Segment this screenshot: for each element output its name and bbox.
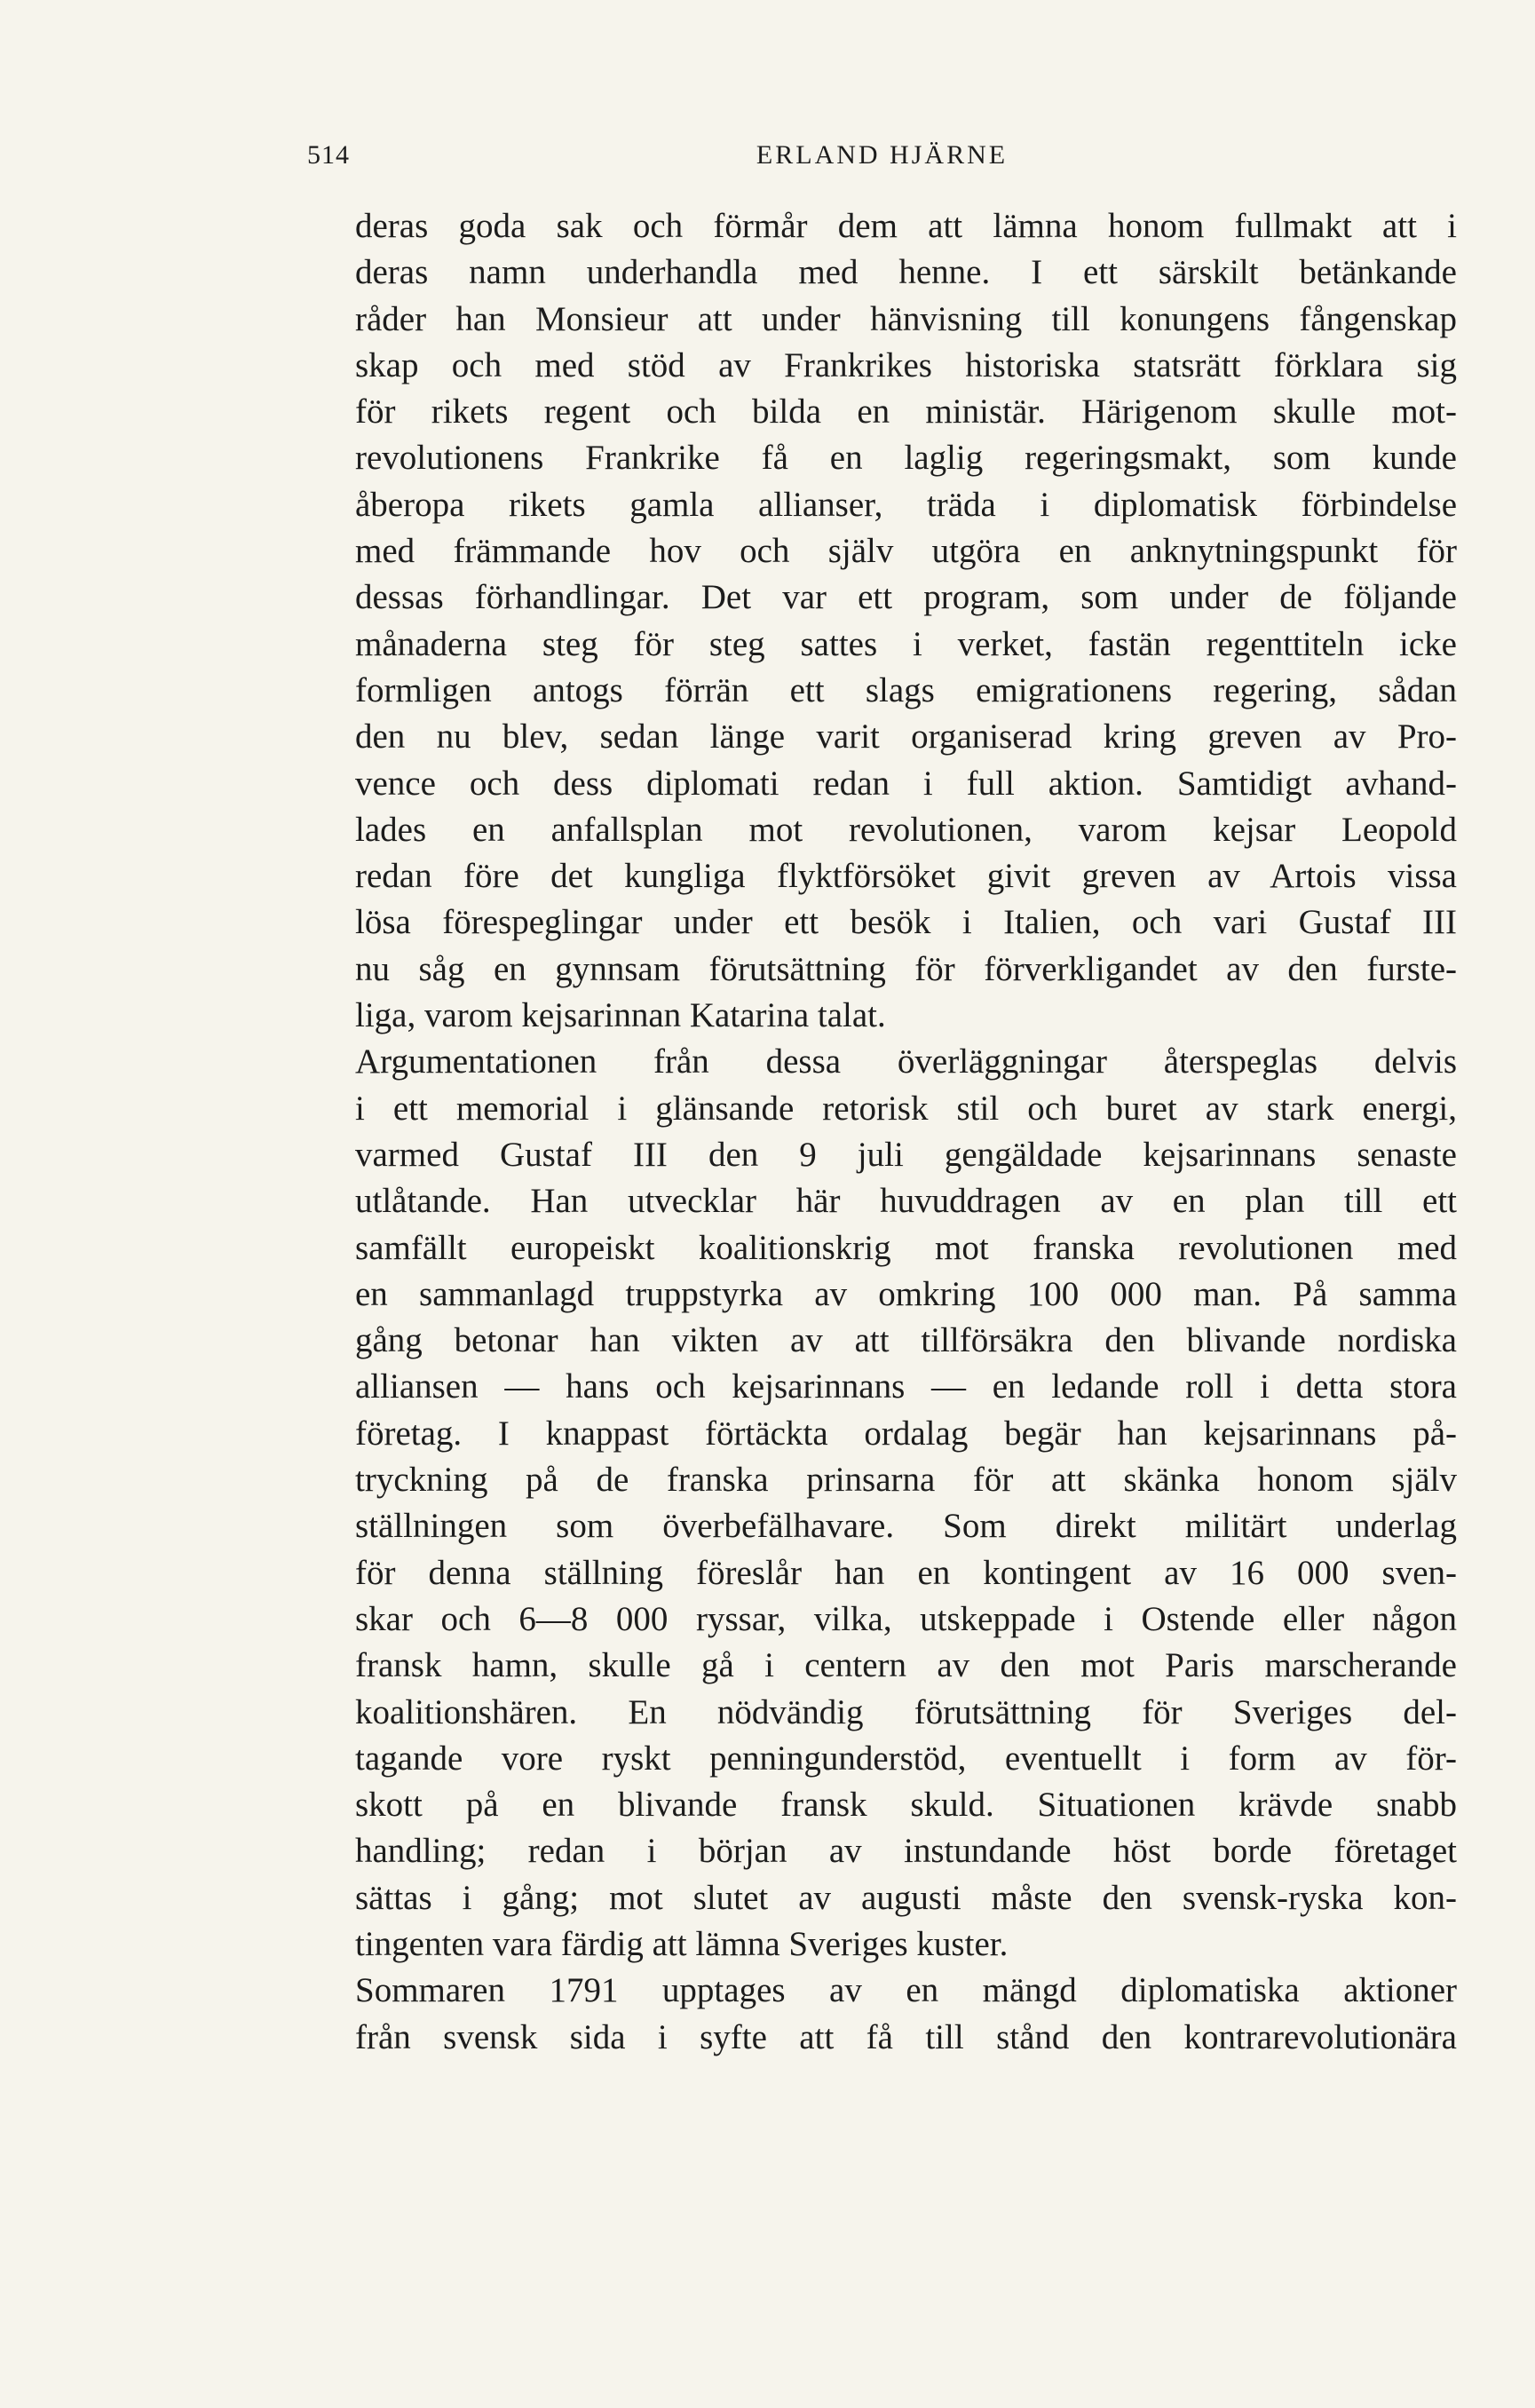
text-line: tryckning på de franska prinsarna för att skänka honom själv <box>355 1461 1457 1500</box>
running-title: ERLAND HJÄRNE <box>756 140 1009 170</box>
text-line: revolutionens Frankrike få en laglig regeringsmakt, som kunde <box>355 439 1457 478</box>
text-line: utlåtande. Han utvecklar här huvuddragen av en plan till ett <box>355 1182 1457 1221</box>
text-line: den nu blev, sedan länge varit organiserad kring greven av Pro- <box>355 717 1457 756</box>
text-line: företag. I knappast förtäckta ordalag begär han kejsarinnans på- <box>355 1414 1457 1453</box>
text-line: koalitionshären. En nödvändig förutsättning för Sveriges del- <box>355 1692 1457 1731</box>
text-line: skap och med stöd av Frankrikes historiska statsrätt förklara sig <box>355 345 1457 384</box>
body-text <box>355 203 1457 2061</box>
text-line: sättas i gång; mot slutet av augusti måste den svensk-ryska kon- <box>355 1878 1457 1917</box>
text-line: formligen antogs förrän ett slags emigrationens regering, sådan <box>355 670 1457 709</box>
text-line: månaderna steg för steg sattes i verket, fastän regenttiteln icke <box>355 624 1457 663</box>
text-line: lösa förespeglingar under ett besök i Italien, och vari Gustaf III <box>355 903 1457 942</box>
text-line: handling; redan i början av instundande höst borde företaget <box>355 1832 1457 1871</box>
text-line: skar och 6—8 000 ryssar, vilka, utskeppade i Ostende eller någon <box>355 1599 1457 1638</box>
text-line: tagande vore ryskt penningunderstöd, eventuellt i form av för- <box>355 1739 1457 1778</box>
text-line: deras namn underhandla med henne. I ett särskilt betänkande <box>355 253 1457 292</box>
paragraph-start-line: Argumentationen från dessa överläggningar återspeglas delvis <box>355 1042 1457 1081</box>
text-line: i ett memorial i glänsande retorisk stil och buret av stark energi, <box>355 1089 1457 1128</box>
text-line: för rikets regent och bilda en ministär. Härigenom skulle mot- <box>355 392 1457 432</box>
page-number: 514 <box>307 140 350 170</box>
text-line: åberopa rikets gamla allianser, träda i diplomatisk förbindelse <box>355 485 1457 524</box>
text-line: vence och dess diplomati redan i full aktion. Samtidigt avhand- <box>355 764 1457 803</box>
text-line: från svensk sida i syfte att få till stånd den kontrarevolutionära <box>355 2017 1457 2056</box>
text-line: redan före det kungliga flyktförsöket givit greven av Artois vissa <box>355 857 1457 896</box>
text-line: för denna ställning föreslår han en kontingent av 16 000 sven- <box>355 1553 1457 1592</box>
text-line: gång betonar han vikten av att tillförsäkra den blivande nordiska <box>355 1321 1457 1360</box>
text-line: varmed Gustaf III den 9 juli gengäldade kejsarinnans senaste <box>355 1135 1457 1174</box>
text-line: dessas förhandlingar. Det var ett program, som under de följande <box>355 578 1457 617</box>
text-line: fransk hamn, skulle gå i centern av den mot Paris marscherande <box>355 1646 1457 1685</box>
text-line: skott på en blivande fransk skuld. Situationen krävde snabb <box>355 1786 1457 1825</box>
text-line: nu såg en gynnsam förutsättning för förverkligandet av den furste- <box>355 949 1457 988</box>
text-line: råder han Monsieur att under hänvisning till konungens fångenskap <box>355 299 1457 338</box>
paragraph-end-line: liga, varom kejsarinnan Katarina talat. <box>355 996 886 1035</box>
text-line: alliansen — hans och kejsarinnans — en ledande roll i detta stora <box>355 1367 1457 1406</box>
paragraph-end-line: tingenten vara färdig att lämna Sveriges kuster. <box>355 1924 1009 1963</box>
paragraph-start-line: Sommaren 1791 upptages av en mängd diplomatiska aktioner <box>355 1971 1457 2010</box>
text-line: en sammanlagd truppstyrka av omkring 100 000 man. På samma <box>355 1274 1457 1313</box>
text-line: ställningen som överbefälhavare. Som direkt militärt underlag <box>355 1507 1457 1546</box>
text-line: deras goda sak och förmår dem att lämna honom fullmakt att i <box>355 207 1457 245</box>
text-line: med främmande hov och själv utgöra en anknytningspunkt för <box>355 532 1457 571</box>
running-head <box>307 140 1457 176</box>
text-line: samfällt europeiskt koalitionskrig mot franska revolutionen med <box>355 1228 1457 1267</box>
text-line: lades en anfallsplan mot revolutionen, varom kejsar Leopold <box>355 810 1457 849</box>
